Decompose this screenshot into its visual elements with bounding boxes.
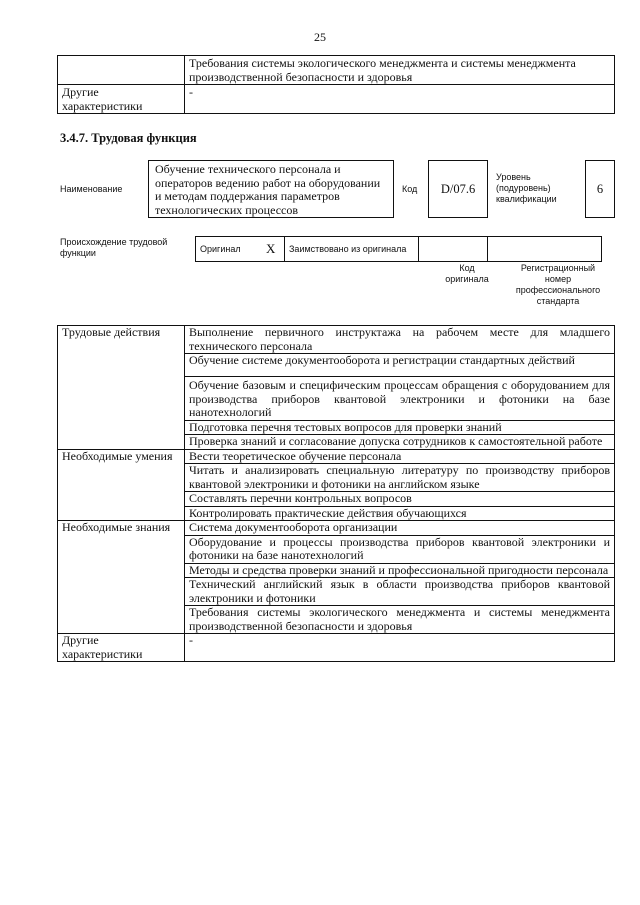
table-cell: Оборудование и процессы производства приборов квантовой электроники и фотоники на базе нанотехнологий — [185, 535, 615, 563]
code-label: Код — [402, 184, 418, 194]
table-cell: Методы и средства проверки знаний и профессиональной пригодности персонала — [185, 563, 615, 578]
table-cell: Подготовка перечня тестовых вопросов для проверки знаний — [185, 420, 615, 435]
page-number: 25 — [314, 30, 326, 44]
row-label — [58, 56, 185, 85]
table-row — [58, 326, 615, 354]
table-cell: Выполнение первичного инструктажа на рабочем месте для младшего технического персонала — [185, 326, 615, 354]
borrowed-label: Заимствовано из оригинала — [285, 237, 419, 262]
code-value-box: D/07.6 — [428, 160, 488, 218]
table-cell: Составлять перечни контрольных вопросов — [185, 492, 615, 507]
table-cell: - — [185, 634, 615, 662]
table-row — [58, 634, 615, 662]
labor-function-table — [57, 325, 615, 662]
row-value: Требования системы экологического менеджмента и системы менеджмента производственной безопасности и здоровья — [185, 56, 615, 85]
table-row — [58, 85, 615, 114]
row-label: Другие характеристики — [58, 85, 185, 114]
row-label-knowledge: Необходимые знания — [58, 521, 185, 634]
original-label: Оригинал — [196, 237, 263, 262]
table-row — [58, 521, 615, 536]
code-caption: Код оригинала — [445, 263, 489, 284]
previous-function-tail-table — [57, 55, 615, 114]
function-name-box: Обучение технического персонала и операторов ведению работ на оборудовании и методам поддержания параметров технологических процессов — [148, 160, 394, 218]
level-value-box: 6 — [585, 160, 615, 218]
row-label-skills: Необходимые умения — [58, 449, 185, 521]
section-heading: 3.4.7. Трудовая функция — [60, 131, 197, 145]
table-row — [58, 56, 615, 85]
table-cell: Технический английский язык в области производства приборов квантовой электроники и фотоники — [185, 578, 615, 606]
row-value: - — [185, 85, 615, 114]
origin-label: Происхождение трудовой функции — [60, 237, 168, 258]
row-label-labor-actions: Трудовые действия — [58, 326, 185, 450]
table-cell: Требования системы экологического менеджмента и системы менеджмента производственной безопасности и здоровья — [185, 606, 615, 634]
origin-table — [195, 236, 602, 262]
original-mark: X — [262, 237, 285, 262]
original-code-cell — [419, 237, 488, 262]
registration-caption: Регистрационный номер профессионального стандарта — [515, 263, 601, 306]
table-row — [58, 449, 615, 464]
table-cell: Контролировать практические действия обучающихся — [185, 506, 615, 521]
row-label-other: Другие характеристики — [58, 634, 185, 662]
table-cell: Проверка знаний и согласование допуска сотрудников к самостоятельной работе — [185, 435, 615, 450]
table-cell: Обучение системе документооборота и регистрации стандартных действий — [185, 354, 615, 377]
registration-number-cell — [488, 237, 602, 262]
table-cell: Система документооборота организации — [185, 521, 615, 536]
level-label: Уровень (подуровень) квалификации — [496, 172, 557, 204]
name-label: Наименование — [60, 184, 123, 194]
table-cell: Вести теоретическое обучение персонала — [185, 449, 615, 464]
table-cell: Обучение базовым и специфическим процессам обращения с оборудованием для производства приборов квантовой электроники и фотоники на базе нанотехнологий — [185, 377, 615, 421]
table-cell: Читать и анализировать специальную литературу по производству приборов квантовой электроники и фотоники на английском языке — [185, 464, 615, 492]
